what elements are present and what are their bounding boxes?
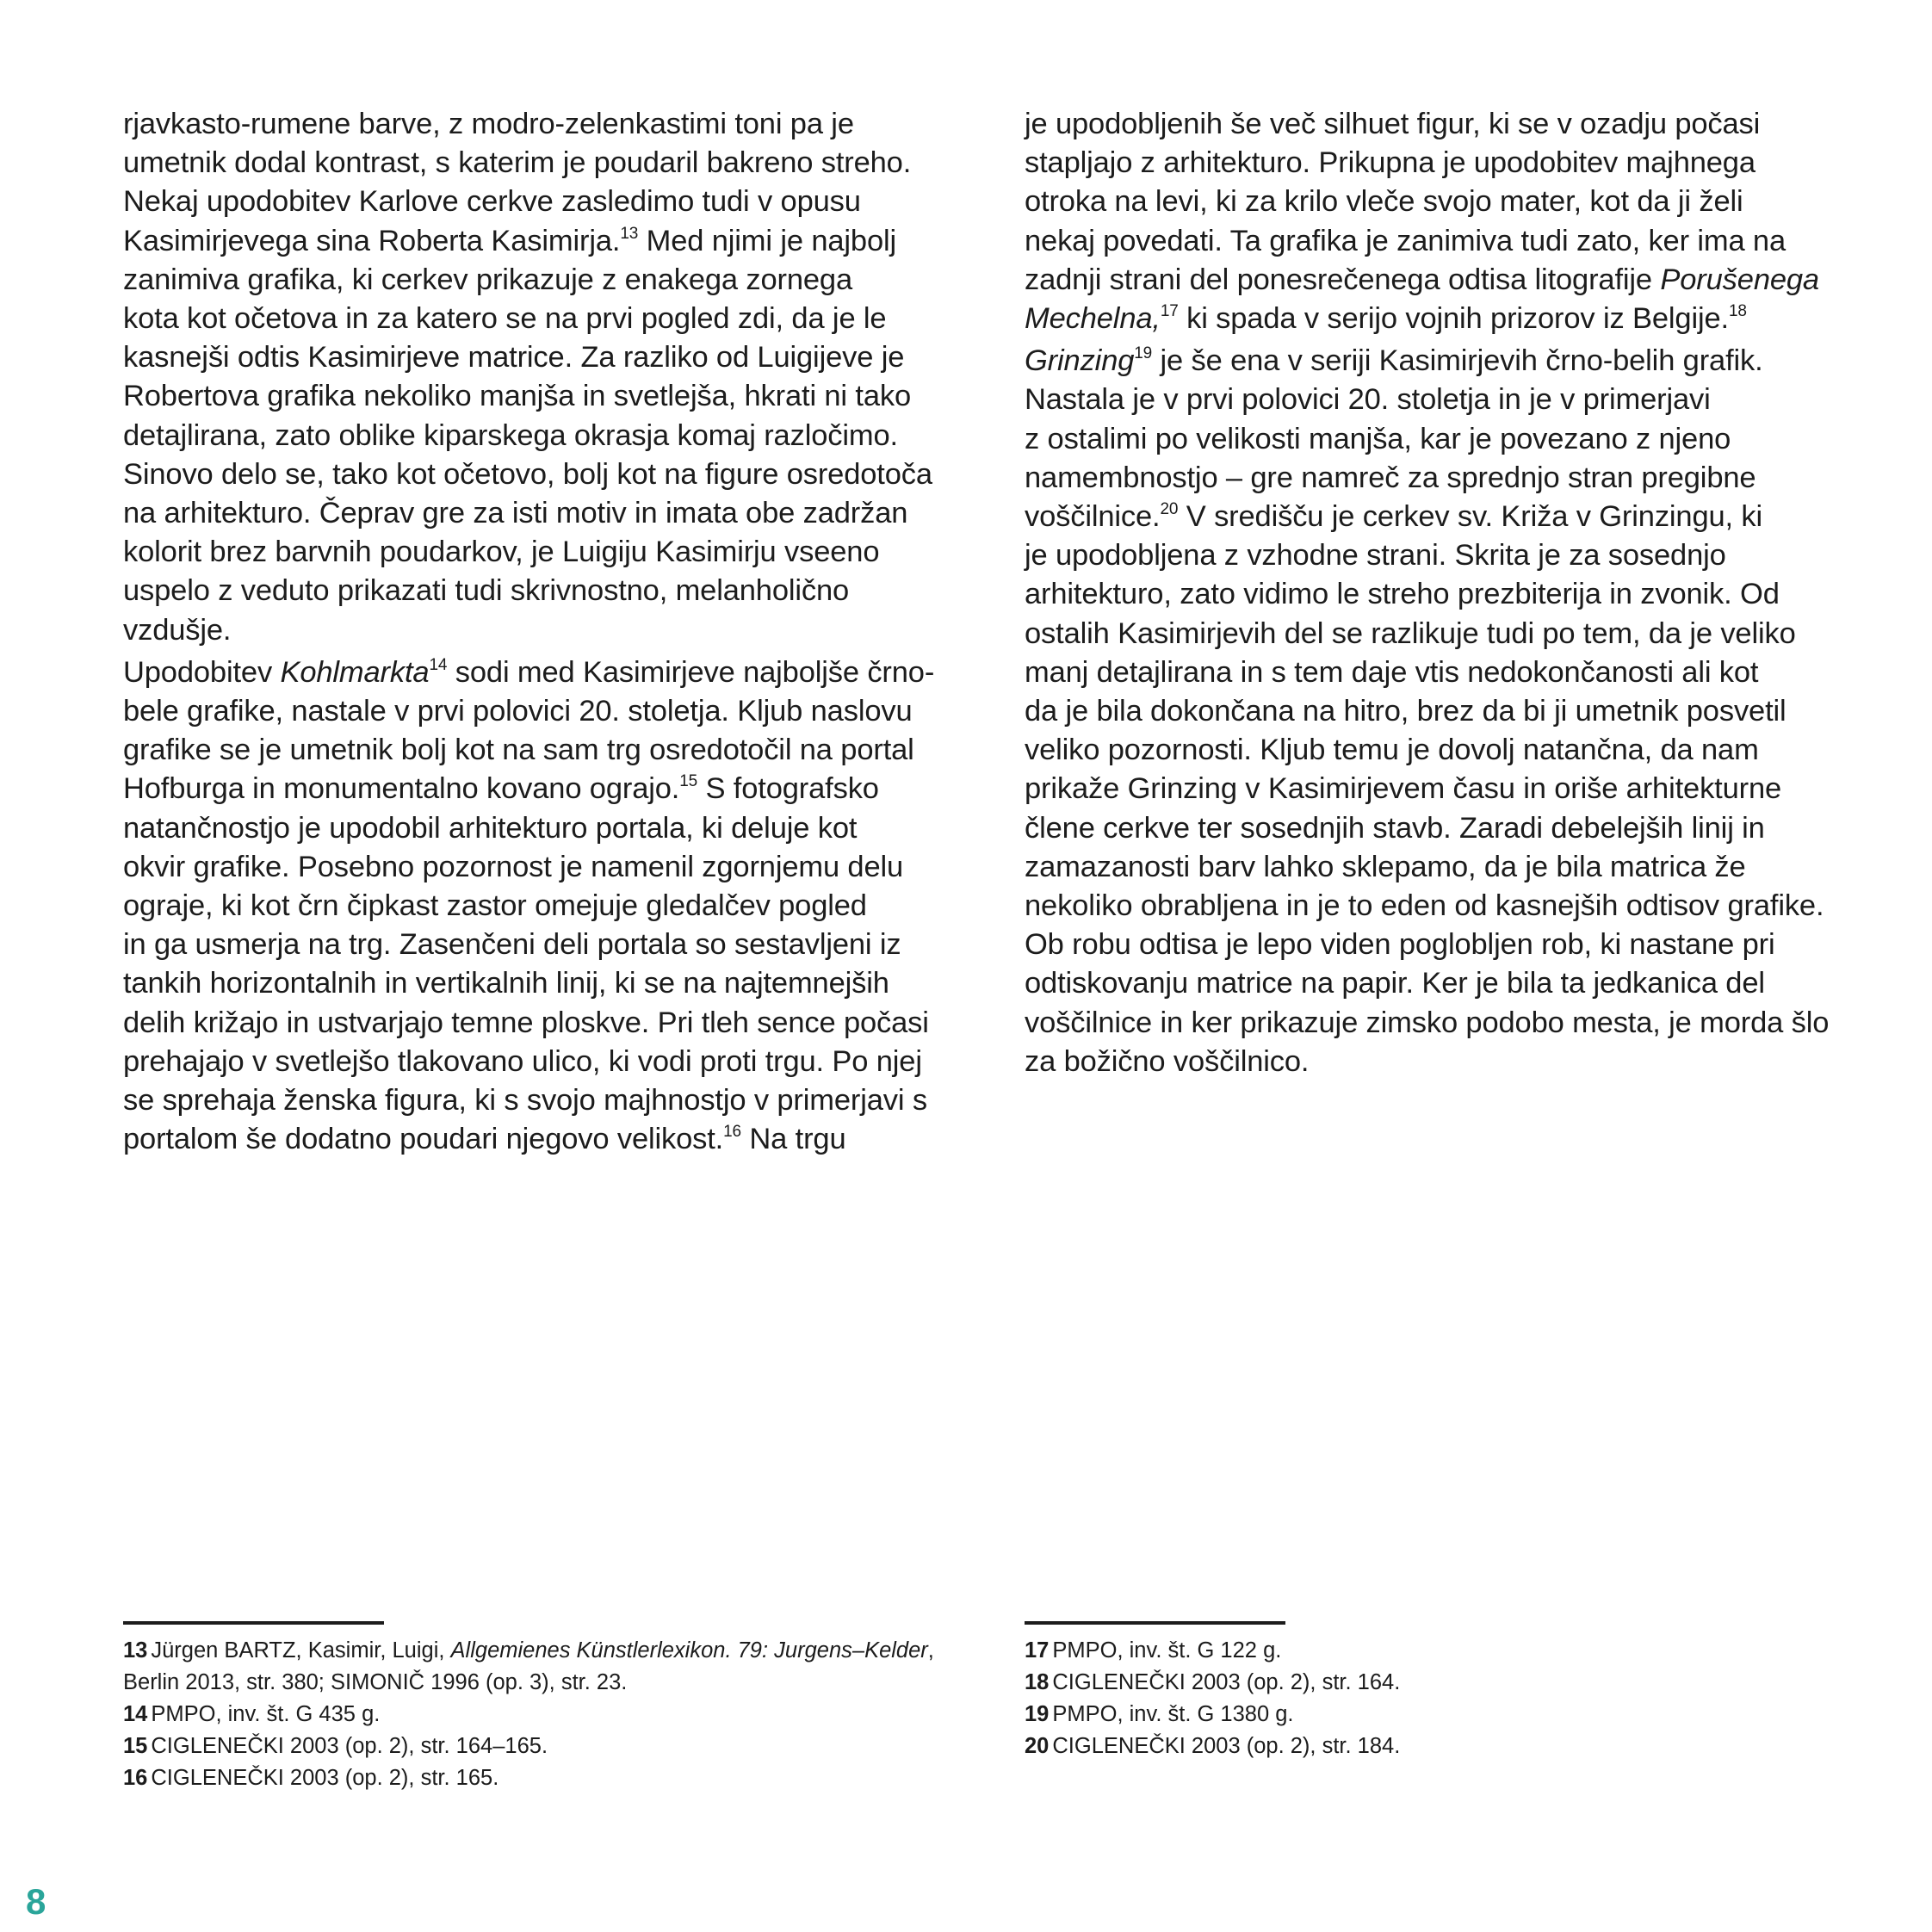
text-line: okvir grafike. Posebno pozornost je namenil zgornjemu delu bbox=[123, 850, 904, 883]
footnote: 19 PMPO, inv. št. G 1380 g. bbox=[1025, 1702, 1294, 1726]
footnote: 14 PMPO, inv. št. G 435 g. bbox=[123, 1702, 381, 1726]
italic-title: Allgemienes Künstlerlexikon. 79: Jurgens–Kelder bbox=[450, 1638, 928, 1663]
text-line: Robertova grafika nekoliko manjša in svetlejša, hkrati ni tako bbox=[123, 380, 911, 413]
text-line: kolorit brez barvnih poudarkov, je Luigiju Kasimirju vseeno bbox=[123, 536, 880, 569]
paragraph bbox=[123, 653, 984, 1160]
text-line: nekaj povedati. Ta grafika je zanimiva tudi zato, ker ima na bbox=[1025, 224, 1786, 257]
footnote: 20 CIGLENEČKI 2003 (op. 2), str. 184. bbox=[1025, 1734, 1401, 1758]
footnote-number: 17 bbox=[1025, 1638, 1050, 1663]
footnote-rule bbox=[1025, 1621, 1285, 1625]
footnote-ref: 16 bbox=[723, 1123, 741, 1142]
text-line: zanimiva grafika, ki cerkev prikazuje z enakega zornega bbox=[123, 263, 853, 296]
text-line: z ostalimi po velikosti manjša, kar je povezano z njeno bbox=[1025, 422, 1731, 455]
footnote: 13 Jürgen BARTZ, Kasimir, Luigi, Allgemienes Künstlerlexikon. 79: Jurgens–Kelder, bbox=[123, 1638, 934, 1663]
text-line: da je bila dokončana na hitro, brez da bi ji umetnik posvetil bbox=[1025, 695, 1786, 728]
text-line: veliko pozornosti. Kljub temu je dovolj natančna, da nam bbox=[1025, 734, 1759, 767]
text-line: uspelo z veduto prikazati tudi skrivnostno, melanholično bbox=[123, 574, 850, 608]
footnote-ref: 19 bbox=[1134, 344, 1153, 363]
text-line: Hofburga in monumentalno kovano ograjo.$^{15}$ S fotografsko bbox=[123, 772, 879, 806]
text-line: grafike se je umetnik bolj kot na sam trg osredotočil na portal bbox=[123, 734, 914, 767]
text-line: Nastala je v prvi polovici 20. stoletja in je v primerjavi bbox=[1025, 383, 1711, 417]
footnote-number: 15 bbox=[123, 1734, 148, 1758]
footnote-rule bbox=[123, 1621, 384, 1625]
text-line: zamazanosti barv lahko sklepamo, da je bila matrica že bbox=[1025, 850, 1746, 883]
text-line: umetnik dodal kontrast, s katerim je poudaril bakreno streho. bbox=[123, 146, 912, 180]
text-line: nekoliko obrabljena in je to eden od kasnejših odtisov grafike. bbox=[1025, 889, 1824, 923]
body-column-right bbox=[1025, 105, 1886, 1081]
text-line: voščilnice.$^{20}$ V središču je cerkev sv. Križa v Grinzingu, ki bbox=[1025, 500, 1763, 534]
footnotes-right bbox=[1025, 1621, 1400, 1762]
text-line: in ga usmerja na trg. Zasenčeni deli portala so sestavljeni iz bbox=[123, 928, 901, 962]
text-line: Upodobitev Kohlmarkta$^{14}$ sodi med Kasimirjeve najboljše črno- bbox=[123, 655, 935, 689]
text-line: arhitekturo, zato vidimo le streho prezbiterija in zvonik. Od bbox=[1025, 578, 1780, 611]
text-line: člene cerkve ter sosednjih stavb. Zaradi debelejših linij in bbox=[1025, 811, 1765, 845]
footnote-ref: 18 bbox=[1728, 302, 1747, 321]
text-line: za božično voščilnico. bbox=[1025, 1044, 1310, 1078]
text-line: delih križajo in ustvarjajo temne ploskve. Pri tleh sence počasi bbox=[123, 1006, 929, 1039]
text-line: portalom še dodatno poudari njegovo velikost.$^{16}$ Na trgu bbox=[123, 1123, 846, 1156]
footnote-ref: 17 bbox=[1160, 302, 1179, 321]
text-line: je upodobljenih še več silhuet figur, ki se v ozadju počasi bbox=[1025, 108, 1761, 140]
text-line: ograje, ki kot črn čipkast zastor omejuje gledalčev pogled bbox=[123, 889, 867, 923]
text-line: ostalih Kasimirjevih del se razlikuje tudi po tem, da je veliko bbox=[1025, 616, 1796, 650]
footnote-number: 19 bbox=[1025, 1702, 1050, 1726]
text-line: kasnejši odtis Kasimirjeve matrice. Za razliko od Luigijeve je bbox=[123, 341, 905, 375]
italic-title: Grinzing bbox=[1025, 344, 1135, 378]
footnote-number: 20 bbox=[1025, 1734, 1050, 1758]
text-line: je upodobljena z vzhodne strani. Skrita je za sosednjo bbox=[1025, 539, 1726, 573]
text-line: kota kot očetova in za katero se na prvi pogled zdi, da je le bbox=[123, 302, 887, 336]
text-line: zadnji strani del ponesrečenega odtisa litografije Porušenega bbox=[1025, 263, 1819, 296]
footnote: 15 CIGLENEČKI 2003 (op. 2), str. 164–165. bbox=[123, 1734, 548, 1758]
footnote-ref: 13 bbox=[620, 224, 639, 243]
text-line: odtiskovanju matrice na papir. Ker je bila ta jedkanica del bbox=[1025, 967, 1765, 1000]
text-line: detajlirana, zato oblike kiparskega okrasja komaj razločimo. bbox=[123, 418, 898, 452]
text-line: namembnostjo – gre namreč za sprednjo stran pregibne bbox=[1025, 461, 1756, 494]
text-line: tankih horizontalnih in vertikalnih linij, ki se na najtemnejših bbox=[123, 967, 889, 1000]
text-line: Kasimirjevega sina Roberta Kasimirja.$^{13}$ Med njimi je najbolj bbox=[123, 224, 897, 257]
text-line: natančnostjo je upodobil arhitekturo portala, ki deluje kot bbox=[123, 811, 858, 845]
footnote-number: 18 bbox=[1025, 1670, 1050, 1694]
text-line: rjavkasto-rumene barve, z modro-zelenkastimi toni pa je bbox=[123, 108, 854, 140]
paragraph bbox=[1025, 342, 1886, 1081]
footnote: 17 PMPO, inv. št. G 122 g. bbox=[1025, 1638, 1282, 1663]
italic-title: Kohlmarkta bbox=[280, 655, 430, 689]
text-line: prehajajo v svetlejšo tlakovano ulico, ki vodi proti trgu. Po njej bbox=[123, 1044, 922, 1078]
text-line: bele grafike, nastale v prvi polovici 20. stoletja. Kljub naslovu bbox=[123, 695, 913, 728]
text-line: Nekaj upodobitev Karlove cerkve zasledimo tudi v opusu bbox=[123, 185, 861, 219]
text-line: otroka na levi, ki za krilo vleče svojo mater, kot da ji želi bbox=[1025, 185, 1743, 219]
footnote-number: 16 bbox=[123, 1766, 148, 1790]
body-column-left bbox=[123, 105, 984, 1159]
text-line: manj detajlirana in s tem daje vtis nedokončanosti ali kot bbox=[1025, 655, 1759, 689]
text-line: voščilnice in ker prikazuje zimsko podobo mesta, je morda šlo bbox=[1025, 1006, 1830, 1039]
footnote-continuation: Berlin 2013, str. 380; SIMONIČ 1996 (op. 3), str. 23. bbox=[123, 1670, 628, 1694]
footnote-ref: 15 bbox=[679, 772, 698, 791]
text-line: se sprehaja ženska figura, ki s svojo majhnostjo v primerjavi s bbox=[123, 1084, 927, 1118]
text-line: Sinovo delo se, tako kot očetovo, bolj kot na figure osredotoča bbox=[123, 457, 932, 491]
page-number: 8 bbox=[26, 1881, 46, 1922]
text-line: na arhitekturo. Čeprav gre za isti motiv in imata obe zadržan bbox=[123, 497, 908, 530]
text-line: Ob robu odtisa je lepo viden poglobljen rob, ki nastane pri bbox=[1025, 928, 1775, 962]
paragraph bbox=[123, 105, 984, 650]
text-line: vzdušje. bbox=[123, 613, 232, 647]
text-line: Mechelna,$^{17}$ ki spada v serijo vojnih prizorov iz Belgije.$^{18}$ bbox=[1025, 302, 1747, 336]
footnote: 16 CIGLENEČKI 2003 (op. 2), str. 165. bbox=[123, 1766, 499, 1790]
footnote-ref: 14 bbox=[429, 655, 448, 674]
footnote: 18 CIGLENEČKI 2003 (op. 2), str. 164. bbox=[1025, 1670, 1401, 1694]
footnote-number: 14 bbox=[123, 1702, 148, 1726]
footnotes-left bbox=[123, 1621, 934, 1794]
text-line: Grinzing$^{19}$ je še ena v seriji Kasimirjevih črno-belih grafik. bbox=[1025, 344, 1763, 378]
italic-title: Mechelna, bbox=[1025, 302, 1161, 336]
text-line: prikaže Grinzing v Kasimirjevem času in oriše arhitekturne bbox=[1025, 772, 1782, 806]
paragraph bbox=[1025, 105, 1886, 338]
footnote-ref: 20 bbox=[1160, 500, 1179, 519]
footnote-number: 13 bbox=[123, 1638, 148, 1663]
text-line: stapljajo z arhitekturo. Prikupna je upodobitev majhnega bbox=[1025, 146, 1756, 180]
italic-title: Porušenega bbox=[1660, 263, 1819, 296]
